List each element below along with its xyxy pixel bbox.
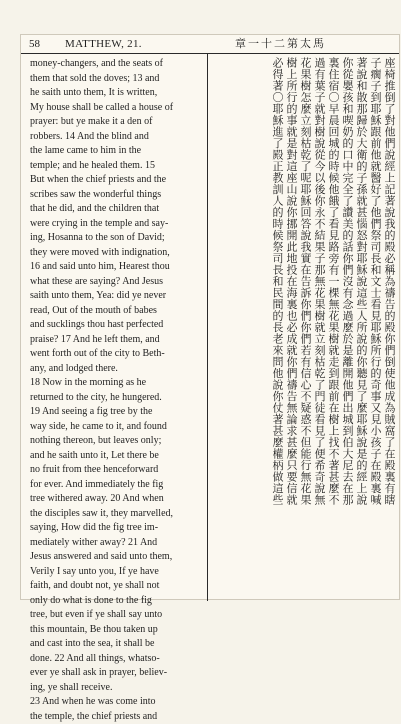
english-text-line: the disciples saw it, they marvelled, (30, 507, 205, 522)
english-text-line: no fruit from thee henceforward (30, 463, 205, 478)
english-text-line: only do what is done to the fig (30, 594, 205, 609)
chinese-text-column-line: 著說和散那歸於大衛的子孫就甚惱怒對耶穌說這些人所說的你聽見了麼耶穌說是的經上說 (354, 57, 368, 597)
english-text-line: But when the chief priests and the (30, 173, 205, 188)
english-text-line: 23 And when he was come into (30, 695, 205, 710)
page-number: 58 (29, 35, 40, 53)
english-text-line: Verily I say unto you, If ye have (30, 565, 205, 580)
page-header (21, 35, 399, 54)
english-text-line: Jesus answered and said unto them, (30, 550, 205, 565)
book-chapter-title: MATTHEW, 21. (65, 35, 142, 53)
english-text-line: 16 and said unto him, Hearest thou (30, 260, 205, 275)
english-text-line: temple; and he healed them. 15 (30, 159, 205, 174)
english-text-line: this mountain, Be thou taken up (30, 623, 205, 638)
english-text-line: and sucklings thou hast perfected (30, 318, 205, 333)
chinese-text-column-line: 必得著〇耶穌進了殿正教訓人的時候祭司長和民間的長老來問他說你仗著甚麼權柄做這些 (270, 57, 284, 597)
english-text-line: returned to the city, he hungered. (30, 391, 205, 406)
english-text-line: praise? 17 And he left them, and (30, 333, 205, 348)
english-text-line: robbers. 14 And the blind and (30, 130, 205, 145)
chinese-text-column-line: 子瘸子到耶穌跟前他就醫好了他們祭司長和文士看見耶穌所行的奇事又見小孩子在殿裏喊 (368, 57, 382, 597)
english-text-line: ing, ye shall receive. (30, 681, 205, 696)
chinese-text-column (211, 57, 396, 597)
english-text-line: for ever. And immediately the fig (30, 478, 205, 493)
english-text-line: mediately wither away? 21 And (30, 536, 205, 551)
chinese-text-column-line: 過有葉子就對樹說從今以後你永不結果子那無花果樹就立刻枯乾了門徒看見了便希奇說無 (312, 57, 326, 597)
english-text-line: nothing thereon, but leaves only; (30, 434, 205, 449)
english-text-line: read, Out of the mouth of babes (30, 304, 205, 319)
column-divider (207, 53, 208, 601)
chinese-text-column-line: 你從嬰孩和喫奶的口中完全了讚美的話你們沒有念過麼於是離開他們出城到伯大尼去在那 (340, 57, 354, 597)
english-text-line: saith unto them, Yea: did ye never (30, 289, 205, 304)
english-text-line: they were moved with indignation, (30, 246, 205, 261)
bible-page (20, 34, 400, 600)
english-text-line: tree withered away. 20 And when (30, 492, 205, 507)
chinese-text-column-line: 樹上所行的事就是對這座山說你挪開此地投在海裏也必成就你們禱告無論求甚麼只要信就 (284, 57, 298, 597)
english-text-line: 18 Now in the morning as he (30, 376, 205, 391)
chinese-text-column-line: 花果樹怎麼立刻枯乾了呢耶穌回答說我實在告訴你們你們若有信心不疑惑不但能行無花果 (298, 57, 312, 597)
english-text-line: way side, he came to it, and found (30, 420, 205, 435)
english-text-line: saying, How did the fig tree im- (30, 521, 205, 536)
english-text-line: ever ye shall ask in prayer, believ- (30, 666, 205, 681)
english-text-line: he saith unto them, It is written, (30, 86, 205, 101)
english-text-line: tree, but even if ye shall say unto (30, 608, 205, 623)
english-text-column (30, 57, 205, 597)
english-text-line: were crying in the temple and say- (30, 217, 205, 232)
english-text-line: that he did, and the children that (30, 202, 205, 217)
english-text-line: the temple, the chief priests and (30, 710, 205, 724)
english-text-line: what these are saying? And Jesus (30, 275, 205, 290)
english-text-line: 19 And seeing a fig tree by the (30, 405, 205, 420)
english-text-line: money-changers, and the seats of (30, 57, 205, 72)
english-text-line: them that sold the doves; 13 and (30, 72, 205, 87)
english-text-line: went forth out of the city to Beth- (30, 347, 205, 362)
english-text-line: scribes saw the wonderful things (30, 188, 205, 203)
english-text-line: faith, and doubt not, ye shall not (30, 579, 205, 594)
chinese-text-column-line: 裏住宿〇早晨回城的時候他餓了看見路旁有一棵無花果樹就走到跟前在樹上找不著甚麼不 (326, 57, 340, 597)
english-text-line: and cast into the sea, it shall be (30, 637, 205, 652)
chinese-text-column-line: 座椅推倒了對他們說經上記著說我的殿必稱為禱告的殿你們倒使他成為賊窩了在殿裏有瞎 (382, 57, 396, 597)
chinese-chapter-title: 章一十二第太馬 (235, 35, 326, 53)
english-text-line: the lame came to him in the (30, 144, 205, 159)
english-text-line: prayer: but ye make it a den of (30, 115, 205, 130)
english-text-line: My house shall be called a house of (30, 101, 205, 116)
english-text-line: and he saith unto it, Let there be (30, 449, 205, 464)
english-text-line: done. 22 And all things, whatso- (30, 652, 205, 667)
english-text-line: ing, Hosanna to the son of David; (30, 231, 205, 246)
english-text-line: any, and lodged there. (30, 362, 205, 377)
